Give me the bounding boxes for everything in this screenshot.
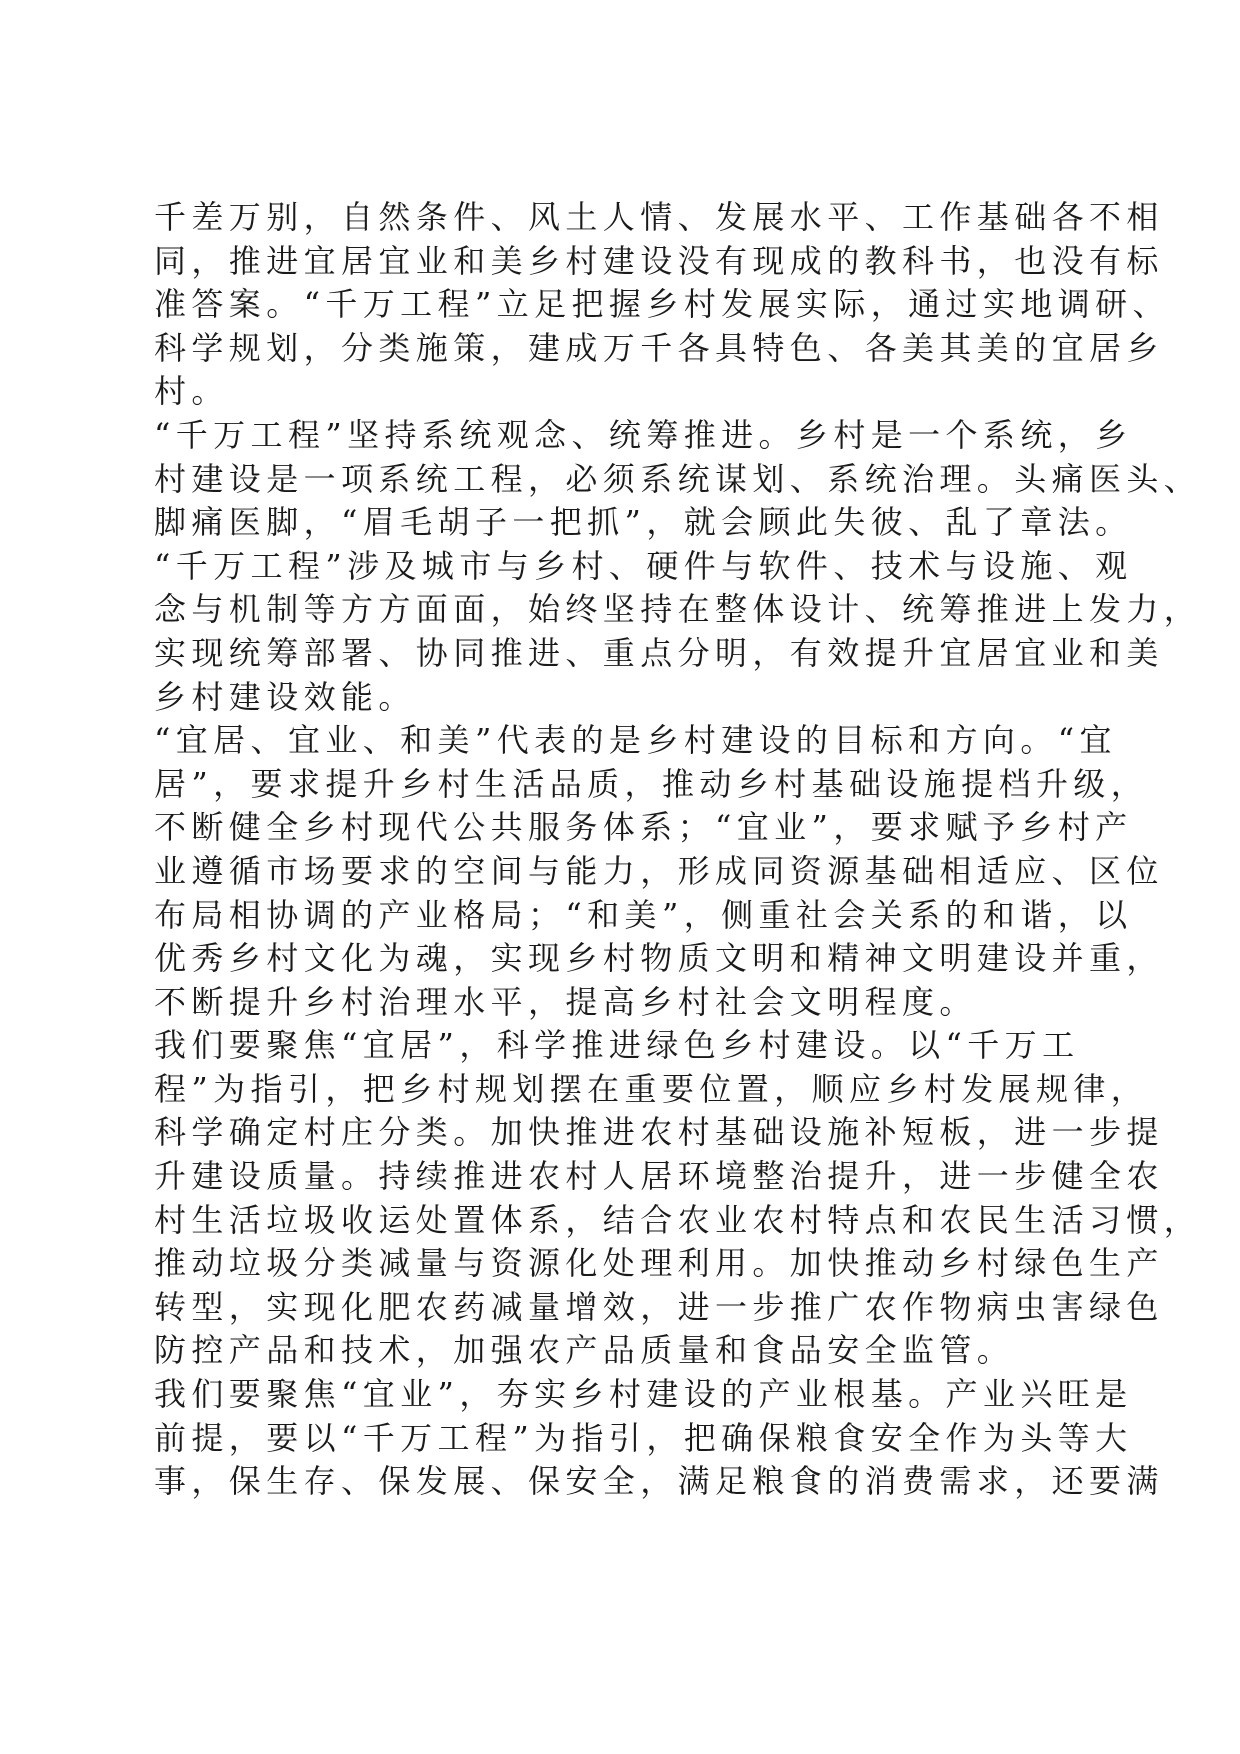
text-line: 升建设质量。持续推进农村人居环境整治提升，进一步健全农 [154, 1157, 1164, 1196]
text-line: 同，推进宜居宜业和美乡村建设没有现成的教科书，也没有标 [154, 241, 1164, 280]
text-line: 防控产品和技术，加强农产品质量和食品安全监管。 [154, 1331, 1015, 1370]
text-line: 科学规划，分类施策，建成万千各具特色、各美其美的宜居乡 [154, 328, 1164, 367]
text-line: 居”，要求提升乡村生活品质，推动乡村基础设施提档升级， [154, 764, 1149, 803]
text-line: 不断健全乡村现代公共服务体系；“宜业”，要求赋予乡村产 [154, 808, 1133, 847]
text-line: 优秀乡村文化为魂，实现乡村物质文明和精神文明建设并重， [154, 939, 1164, 978]
text-line: 事，保生存、保发展、保安全，满足粮食的消费需求，还要满 [154, 1462, 1164, 1501]
text-line: “千万工程”涉及城市与乡村、硬件与软件、技术与设施、观 [154, 546, 1133, 585]
text-line: 程”为指引，把乡村规划摆在重要位置，顺应乡村发展规律， [154, 1069, 1149, 1108]
text-line: 科学确定村庄分类。加快推进农村基础设施补短板，进一步提 [154, 1113, 1164, 1152]
text-line: 准答案。“千万工程”立足把握乡村发展实际，通过实地调研、 [154, 285, 1170, 324]
text-line: 业遵循市场要求的空间与能力，形成同资源基础相适应、区位 [154, 851, 1164, 890]
text-line: 不断提升乡村治理水平，提高乡村社会文明程度。 [154, 982, 977, 1021]
text-line: 乡村建设效能。 [154, 677, 416, 716]
text-line: 布局相协调的产业格局；“和美”，侧重社会关系的和谐，以 [154, 895, 1133, 934]
text-line: 推动垃圾分类减量与资源化处理利用。加快推动乡村绿色生产 [154, 1244, 1164, 1283]
text-line: “宜居、宜业、和美”代表的是乡村建设的目标和方向。“宜 [154, 721, 1117, 760]
text-line: “千万工程”坚持系统观念、统筹推进。乡村是一个系统，乡 [154, 415, 1133, 454]
text-line: 千差万别，自然条件、风土人情、发展水平、工作基础各不相 [154, 198, 1164, 236]
text-line: 前提，要以“千万工程”为指引，把确保粮食安全作为头等大 [154, 1418, 1133, 1457]
text-line: 实现统筹部署、协同推进、重点分明，有效提升宜居宜业和美 [154, 633, 1164, 672]
text-line: 念与机制等方方面面，始终坚持在整体设计、统筹推进上发力， [154, 590, 1202, 629]
text-line: 我们要聚焦“宜业”，夯实乡村建设的产业根基。产业兴旺是 [154, 1375, 1133, 1414]
text-line: 我们要聚焦“宜居”，科学推进绿色乡村建设。以“千万工 [154, 1026, 1080, 1065]
text-line: 村。 [154, 372, 229, 411]
text-line: 脚痛医脚，“眉毛胡子一把抓”，就会顾此失彼、乱了章法。 [154, 503, 1133, 542]
text-line: 转型，实现化肥农药减量增效，进一步推广农作物病虫害绿色 [154, 1287, 1164, 1326]
body-text [154, 196, 1202, 1504]
text-line: 村建设是一项系统工程，必须系统谋划、系统治理。头痛医头、 [154, 459, 1202, 498]
text-line: 村生活垃圾收运处置体系，结合农业农村特点和农民生活习惯， [154, 1200, 1202, 1239]
